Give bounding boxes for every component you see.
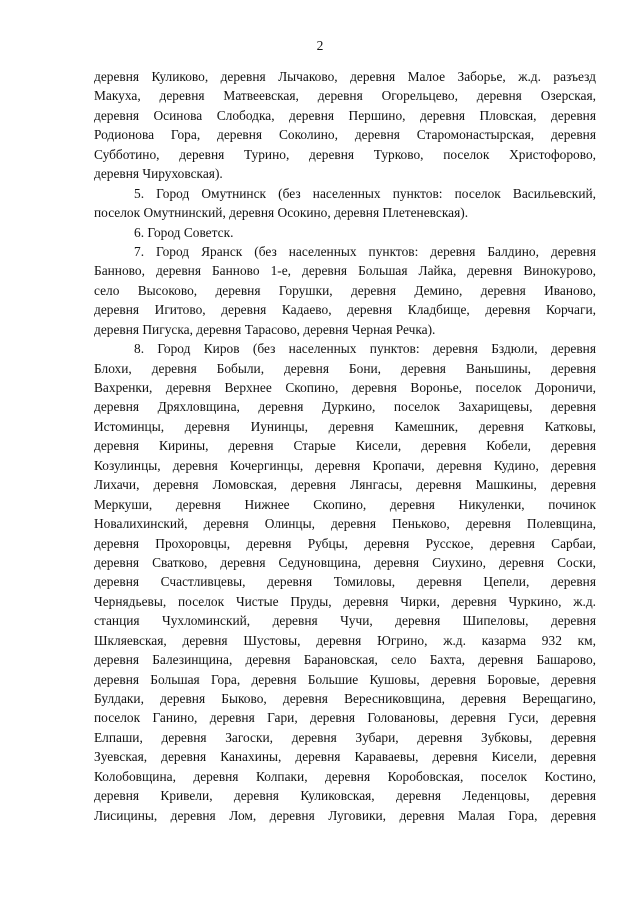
text-line: Шкляевская, деревня Шустовы, деревня Югрино, ж.д. казарма 932 км, — [94, 632, 596, 648]
text-line: станция Чухломинский, деревня Чучи, деревня Шипеловы, деревня — [94, 613, 596, 629]
text-line: поселок Ганино, деревня Гари, деревня Головановы, деревня Гуси, деревня — [94, 710, 596, 726]
text-line: Колобовщина, деревня Колпаки, деревня Коробовская, поселок Костино, — [94, 768, 596, 784]
text-line: Новалихинский, деревня Олинцы, деревня Пеньково, деревня Полевщина, — [94, 516, 596, 532]
text-line: деревня Пигуска, деревня Тарасово, деревня Черная Речка). — [94, 321, 436, 337]
text-line: Елпаши, деревня Загоски, деревня Зубари, деревня Зубковы, деревня — [94, 729, 596, 745]
text-line: Родионова Гора, деревня Соколино, деревня Старомонастырская, деревня — [94, 127, 596, 143]
text-line: Субботино, деревня Турино, деревня Турково, поселок Христофорово, — [94, 146, 596, 162]
text-line: Блохи, деревня Бобыли, деревня Бони, деревня Ваньшины, деревня — [94, 360, 596, 376]
text-line: Лихачи, деревня Ломовская, деревня Лянгасы, деревня Машкины, деревня — [94, 477, 596, 493]
text-line: деревня Кривели, деревня Куликовская, деревня Леденцовы, деревня — [94, 788, 596, 804]
paragraph-item-8 — [94, 339, 596, 825]
text-line: Черняд‌ьевы, поселок Чистые Пруды, деревня Чирки, деревня Чуркино, ж.д. — [94, 593, 596, 609]
text-line: Булдаки, деревня Быково, деревня Вересниковщина, деревня Верещагино, — [94, 691, 596, 706]
text-line: Козулинцы, деревня Кочергинцы, деревня Кропачи, деревня Кудино, деревня — [94, 457, 596, 473]
text-line: деревня Дряхловщина, деревня Дуркино, поселок Захарищевы, деревня — [94, 399, 596, 415]
paragraph-item-7 — [94, 242, 596, 339]
paragraph-item-5 — [94, 184, 596, 223]
text-line: Вахренки, деревня Верхнее Скопино, деревня Воронье, поселок Дороничи, — [94, 380, 596, 395]
document-body — [94, 67, 596, 825]
text-line: деревня Большая Гора, деревня Большие Кушовы, деревня Боровые, деревня — [94, 671, 596, 687]
text-line: деревня Куликово, деревня Лычаково, деревня Малое Заборье, ж.д. разъезд — [94, 69, 596, 84]
text-line: 6. Город Советск. — [134, 224, 234, 240]
text-line: 8. Город Киров (без населенных пунктов: деревня Бздюли, деревня — [134, 341, 596, 357]
text-line: деревня Счастливцевы, деревня Томиловы, деревня Цепели, деревня — [94, 574, 596, 590]
text-line: 7. Город Яранск (без населенных пунктов: деревня Балдино, деревня — [134, 243, 596, 259]
text-line: деревня Игитово, деревня Кадаево, деревня Кладбище, деревня Корчаги, — [94, 302, 596, 318]
text-line: Макуха, деревня Матвеевская, деревня Огорельцево, деревня Озерская, — [94, 88, 596, 104]
paragraph-continuation — [94, 67, 596, 184]
text-line: село Высоково, деревня Горушки, деревня Демино, деревня Иваново, — [94, 282, 596, 298]
text-line: деревня Прохоровцы, деревня Рубцы, деревня Русское, деревня Сарбаи, — [94, 535, 596, 551]
text-line: деревня Осинова Слободка, деревня Першино, деревня Пловская, деревня — [94, 107, 596, 123]
text-line: Лисицины, деревня Лом, деревня Луговики, деревня Малая Гора, деревня — [94, 807, 596, 823]
text-line: Меркуши, деревня Нижнее Скопино, деревня Никуленки, починок — [94, 496, 596, 512]
text-line: поселок Омутнинский, деревня Осокино, деревня Плетеневская). — [94, 205, 469, 221]
text-line: деревня Сватково, деревня Седуновщина, деревня Сиухино, деревня Соски, — [94, 554, 596, 570]
text-line: деревня Балезинщина, деревня Барановская, село Бахта, деревня Башарово, — [94, 652, 596, 668]
text-line: Банново, деревня Банново 1-е, деревня Большая Лайка, деревня Винокурово, — [94, 263, 596, 279]
text-line: 5. Город Омутнинск (без населенных пунктов: поселок Васильевский, — [134, 185, 596, 201]
paragraph-item-6 — [94, 223, 596, 242]
page-number: 2 — [316, 38, 324, 53]
text-line: Истоминцы, деревня Иунинцы, деревня Камешник, деревня Катковы, — [94, 418, 596, 434]
text-line: деревня Кирины, деревня Старые Кисели, деревня Кобели, деревня — [94, 438, 596, 454]
text-line: деревня Чируховская). — [94, 166, 223, 182]
text-line: Зуевская, деревня Канахины, деревня Караваевы, деревня Кисели, деревня — [94, 749, 596, 765]
